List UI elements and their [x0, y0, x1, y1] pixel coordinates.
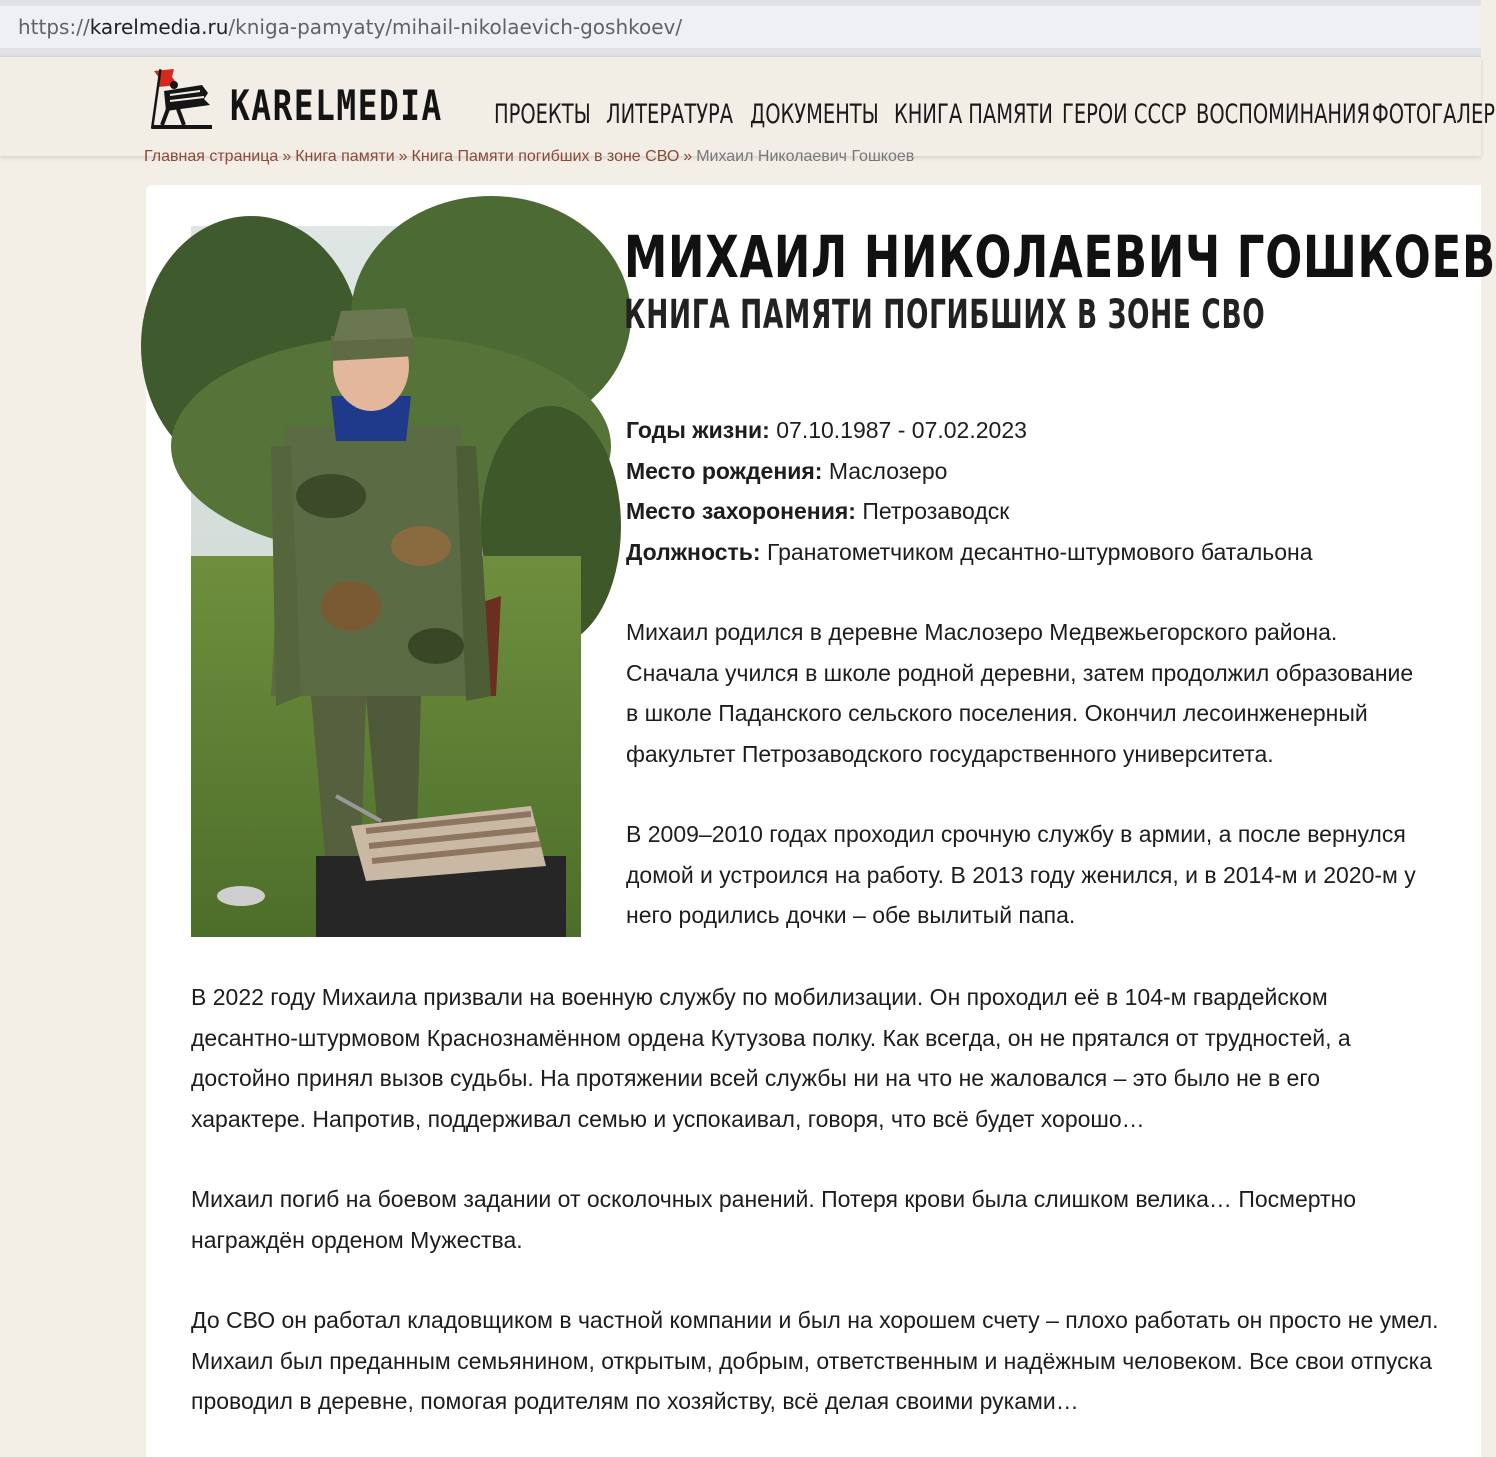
- fact-value: Гранатометчиком десантно-штурмового батальона: [766, 538, 1313, 565]
- browser-toolbar: [0, 0, 1481, 56]
- fact-label: Место захоронения:: [626, 498, 856, 524]
- bio-paragraph: До СВО он работал кладовщиком в частной компании и был на хорошем счету – плохо работать он просто не умел. Михаил был преданным семьянином, открытым, добрым, ответственным и надёжным человеком. Все свои отпуска проводил в деревне, помогая родителям по хозяйству, всё делая своими руками…: [191, 1307, 1439, 1414]
- bio-facts: [626, 410, 1446, 572]
- article-card: [146, 185, 1496, 1457]
- breadcrumb: [144, 148, 914, 166]
- fact-value: 07.10.1987 - 07.02.2023: [776, 417, 1027, 443]
- nav-documents[interactable]: ДОКУМЕНТЫ: [750, 99, 879, 130]
- nav-memory-book[interactable]: КНИГА ПАМЯТИ: [894, 99, 1053, 130]
- nav-projects[interactable]: ПРОЕКТЫ: [494, 99, 591, 130]
- fact-label: Должность:: [626, 538, 761, 565]
- bio-paragraph: Михаил родился в деревне Маслозеро Медвежьегорского района. Сначала учился в школе родной деревни, затем продолжил образование в школе Паданского сельского поселения. Окончил лесоинженерный факультет Петрозаводского государственного университета.: [626, 619, 1414, 767]
- page-title: МИХАИЛ НИКОЛАЕВИЧ ГОШКОЕВ: [624, 223, 1496, 291]
- flag-soldier-logo-icon[interactable]: [144, 65, 216, 137]
- nav-literature[interactable]: ЛИТЕРАТУРА: [606, 99, 734, 130]
- portrait-photo: [191, 226, 581, 937]
- breadcrumb-memory-book[interactable]: Книга памяти: [295, 148, 395, 165]
- fact-position: [626, 532, 1446, 573]
- url-host: karelmedia.ru: [89, 15, 229, 39]
- nav-memories[interactable]: ВОСПОМИНАНИЯ: [1196, 99, 1371, 130]
- url-scheme: https://: [18, 15, 90, 39]
- breadcrumb-home[interactable]: Главная страница: [144, 148, 279, 165]
- breadcrumb-svo-book[interactable]: Книга Памяти погибших в зоне СВО: [411, 148, 680, 165]
- breadcrumb-separator: »: [398, 148, 408, 165]
- url-path: /kniga-pamyaty/mihail-nikolaevich-goshkoev/: [228, 15, 683, 39]
- main-nav: [494, 99, 1495, 130]
- fact-years: [626, 410, 1446, 451]
- site-logo-text[interactable]: KARELMEDIA: [230, 81, 443, 130]
- bio-paragraph: В 2022 году Михаила призвали на военную службу по мобилизации. Он проходил её в 104-м гвардейском десантно-штурмовом Краснознамённом ордена Кутузова полку. Как всегда, он не прятался от трудностей, а достойно принял вызов судьбы. На протяжении всей службы ни на что не жаловался – это было не в его характере. Напротив, поддерживал семью и успокаивал, говоря, что всё будет хорошо…: [191, 984, 1351, 1132]
- page-subtitle: КНИГА ПАМЯТИ ПОГИБШИХ В ЗОНЕ СВО: [624, 292, 1266, 338]
- bio-paragraph: В 2009–2010 годах проходил срочную службу в армии, а после вернулся домой и устроился на работу. В 2013 году женился, и в 2014-м и 2020-м у него родились дочки – обе вылитый папа.: [626, 821, 1416, 928]
- fact-burial: [626, 491, 1446, 532]
- bio-paragraph: Михаил погиб на боевом задании от осколочных ранений. Потеря крови была слишком велика… Посмертно награждён орденом Мужества.: [191, 1186, 1357, 1253]
- site-header: [0, 56, 1495, 156]
- nav-heroes-ussr[interactable]: ГЕРОИ СССР: [1062, 99, 1187, 130]
- fact-birthplace: [626, 451, 1446, 492]
- fact-label: Годы жизни:: [626, 417, 770, 443]
- fact-value: Петрозаводск: [862, 498, 1010, 524]
- address-bar[interactable]: [0, 6, 1481, 48]
- nav-photogallery[interactable]: ФОТОГАЛЕР: [1372, 99, 1495, 130]
- fact-label: Место рождения:: [626, 457, 823, 484]
- breadcrumb-separator: »: [282, 148, 292, 165]
- breadcrumb-current: Михаил Николаевич Гошкоев: [696, 148, 915, 165]
- fact-value: Маслозеро: [828, 457, 948, 484]
- breadcrumb-separator: »: [683, 148, 693, 165]
